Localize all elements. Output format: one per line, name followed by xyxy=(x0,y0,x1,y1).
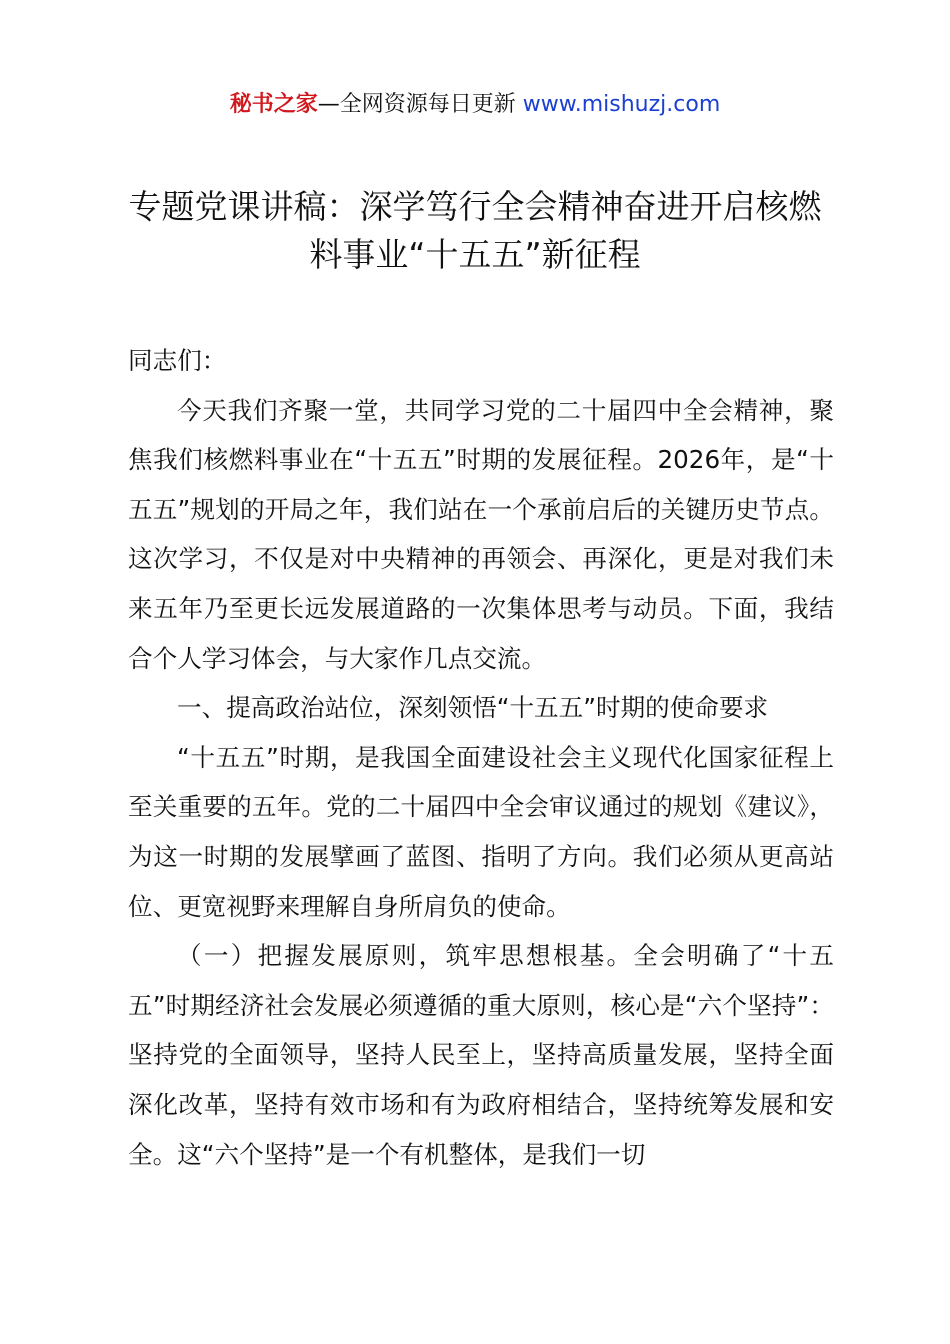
site-header xyxy=(0,88,950,122)
document-title: 专题党课讲稿：深学笃行全会精神奋进开启核燃料事业“十五五”新征程 xyxy=(128,187,822,274)
site-url-link[interactable]: www.mishuzj.com xyxy=(522,92,721,117)
header-slogan: —全网资源每日更新 xyxy=(317,92,516,117)
salutation: 同志们： xyxy=(128,346,227,375)
paragraph: “十五五”时期，是我国全面建设社会主义现代化国家征程上至关重要的五年。党的二十届四中全会审议通过的规划《建议》，为这一时期的发展擘画了蓝图、指明了方向。我们必须从更高站位、更宽视野来理解自身所肩负的使命。 xyxy=(128,742,834,921)
brand-name: 秘书之家 xyxy=(229,92,318,117)
document-body xyxy=(128,336,834,1179)
paragraph: （一）把握发展原则，筑牢思想根基。全会明确了“十五五”时期经济社会发展必须遵循的重大原则，核心是“六个坚持”：坚持党的全面领导，坚持人民至上，坚持高质量发展，坚持全面深化改革，坚持有效市场和有为政府相结合，坚持统筹发展和安全。这“六个坚持”是一个有机整体，是我们一切 xyxy=(128,941,834,1169)
section-heading: 一、提高政治站位，深刻领悟“十五五”时期的使命要求 xyxy=(177,693,769,723)
paragraph: 今天我们齐聚一堂，共同学习党的二十届四中全会精神，聚焦我们核燃料事业在“十五五”时期的发展征程。2026年，是“十五五”规划的开局之年，我们站在一个承前启后的关键历史节点。这次学习，不仅是对中央精神的再领会、再深化，更是对我们未来五年乃至更长远发展道路的一次集体思考与动员。下面，我结合个人学习体会，与大家作几点交流。 xyxy=(128,395,834,673)
